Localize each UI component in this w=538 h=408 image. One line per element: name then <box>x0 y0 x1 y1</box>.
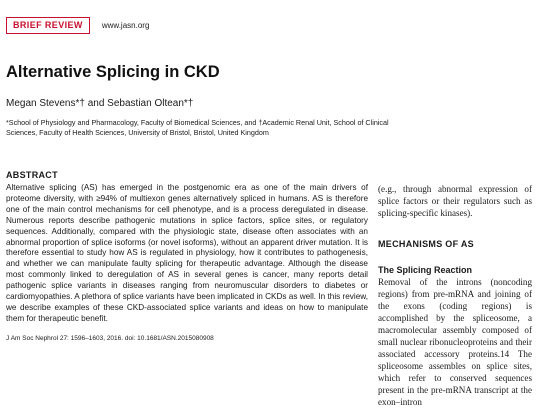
author-affiliations: *School of Physiology and Pharmacology, Faculty of Biomedical Sciences, and †Academic Renal Unit, School of Clinical Sciences, Faculty of Health Sciences, University of Bristol, Bristol, United Kingdom <box>6 118 389 137</box>
article-authors: Megan Stevens*† and Sebastian Oltean*† <box>6 98 194 109</box>
journal-website[interactable]: www.jasn.org <box>101 20 150 30</box>
journal-header <box>6 16 149 34</box>
section-body-text: Removal of the introns (noncoding regions) from pre-mRNA and joining of the exons (coding regions) is accomplished by the spliceosome, a macromolecular assembly composed of small nuclear ribonucleoproteins and their associated accessory proteins.14 The spliceosome assembles on splice sites, which refer to conserved sequences present in the pre-mRNA transcript at the exon–intron <box>378 277 532 407</box>
abstract-heading: ABSTRACT <box>6 170 58 180</box>
section-heading: MECHANISMS OF AS <box>378 239 474 249</box>
body-right-column <box>378 183 532 408</box>
abstract-column <box>6 170 368 342</box>
article-type-badge: BRIEF REVIEW <box>6 17 90 34</box>
article-title: Alternative Splicing in CKD <box>6 63 220 81</box>
intro-continuation-text: (e.g., through abnormal expression of splice factors or their regulators such as splicing-specific kinases). <box>378 184 532 218</box>
subsection-heading: The Splicing Reaction <box>378 265 473 275</box>
article-citation: J Am Soc Nephrol 27: 1596–1603, 2016. doi: 10.1681/ASN.2015080908 <box>6 334 214 342</box>
abstract-body: Alternative splicing (AS) has emerged in the postgenomic era as one of the main drivers of proteome diversity, with ≥94% of multiexon genes alternatively spliced in humans. AS is therefore one of the main control mechanisms for cell phenotype, and is a process deregulated in disease. Numerous reports describe pathogenic mutations in splice factors, splice sites, or regulatory sequences. Additionally, compared with the physiologic state, disease often associates with an abnormal proportion of splice isoforms (or novel isoforms), without an apparent driver mutation. It is therefore essential to study how AS is regulated in physiology, how it contributes to pathogenesis, and whether we can manipulate faulty splicing for therapeutic advantage. Although the disease most commonly linked to deregulation of AS in several genes is cancer, many reports detail pathogenic splice variants in diseases ranging from neuromuscular disorders to diabetes or cardiomyopathies. A plethora of splice variants have been implicated in CKDs as well. In this review, we describe examples of these CKD-associated splice variants and ideas on how to manipulate them for therapeutic benefit. <box>6 183 368 323</box>
